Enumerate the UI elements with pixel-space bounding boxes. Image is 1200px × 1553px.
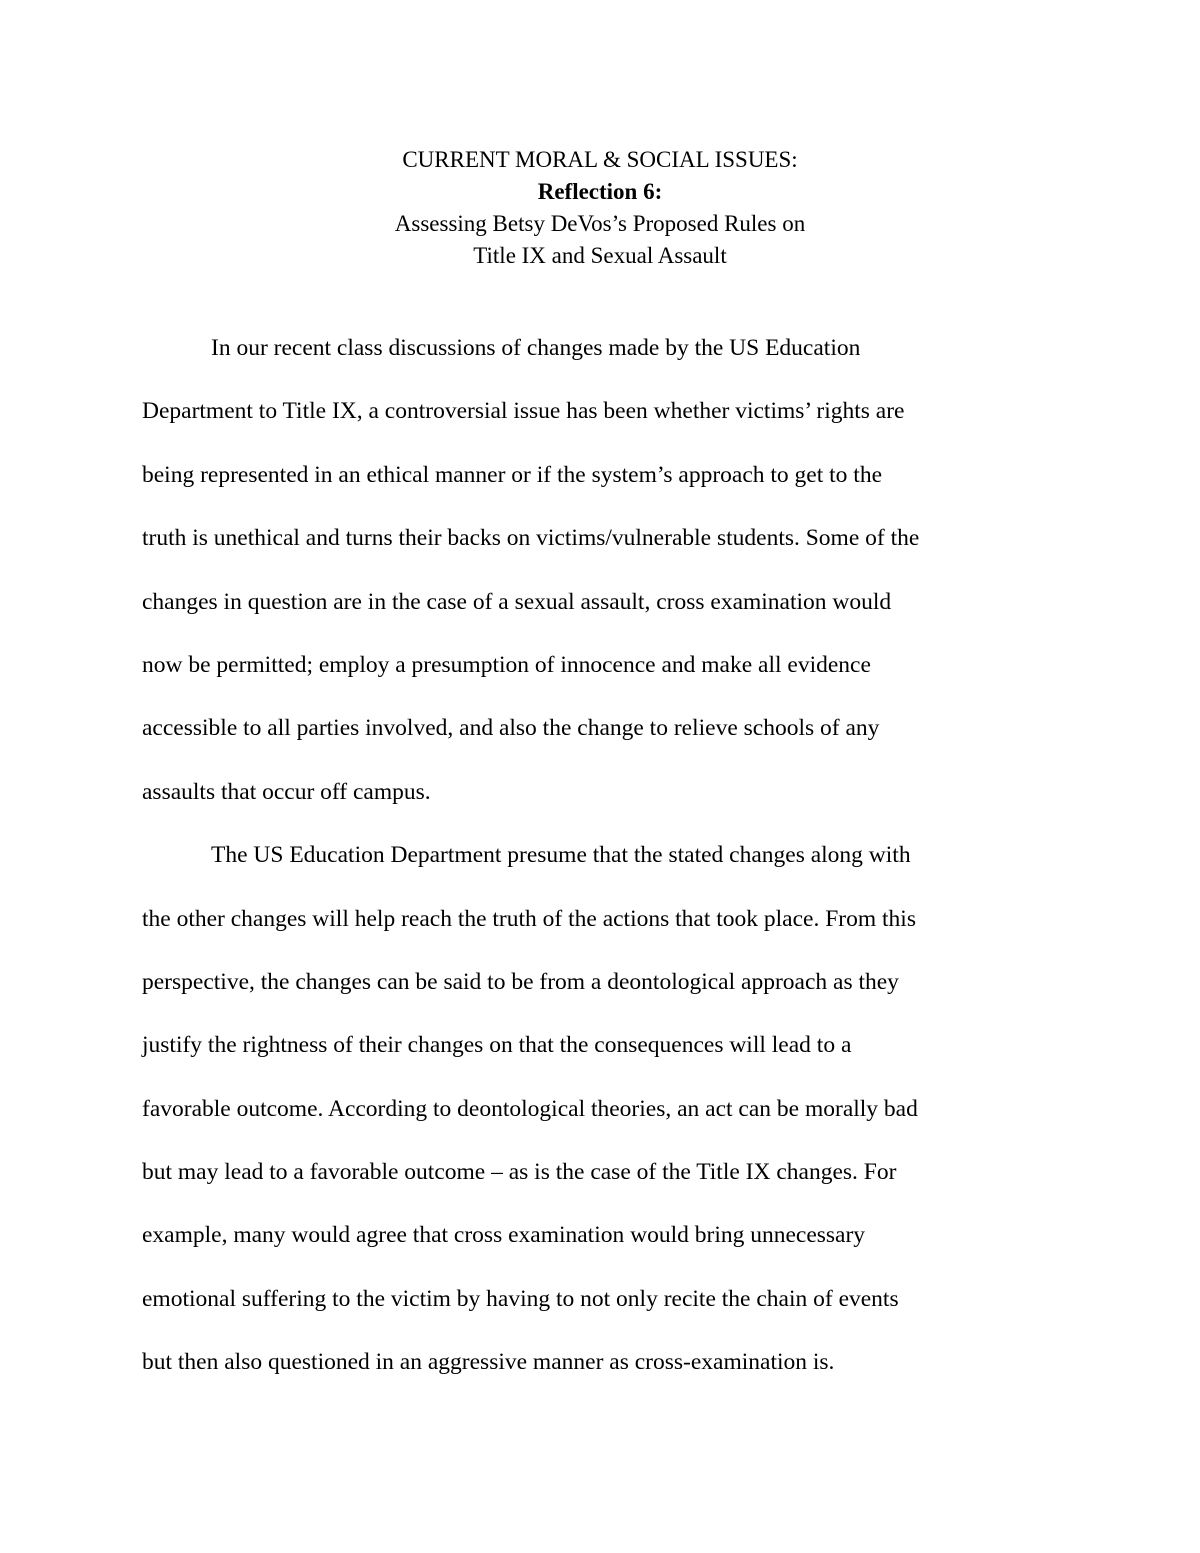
- reflection-title-line-1: Assessing Betsy DeVos’s Proposed Rules on: [394, 211, 806, 236]
- paragraph-line: the other changes will help reach the truth of the actions that took place. From this: [142, 905, 916, 932]
- paragraph-line: changes in question are in the case of a sexual assault, cross examination would: [142, 588, 892, 615]
- paragraph-line: now be permitted; employ a presumption of innocence and make all evidence: [142, 651, 871, 678]
- paragraph-line: but may lead to a favorable outcome – as is the case of the Title IX changes. For: [142, 1159, 897, 1186]
- title-block: [0, 144, 1200, 272]
- paragraph-line: assaults that occur off campus.: [142, 778, 431, 805]
- paragraph-line: being represented in an ethical manner or if the system’s approach to get to the: [142, 461, 882, 488]
- paragraph-1: [142, 331, 1062, 838]
- paragraph-line: In our recent class discussions of changes made by the US Education: [211, 335, 861, 361]
- reflection-number: Reflection 6:: [537, 179, 663, 204]
- paragraph-line: truth is unethical and turns their backs on victims/vulnerable students. Some of the: [142, 525, 920, 552]
- course-title: CURRENT MORAL & SOCIAL ISSUES:: [402, 147, 798, 172]
- paragraph-line: but then also questioned in an aggressive manner as cross-examination is.: [142, 1349, 835, 1376]
- paragraph-line: example, many would agree that cross examination would bring unnecessary: [142, 1222, 866, 1249]
- paragraph-line: justify the rightness of their changes on that the consequences will lead to a: [142, 1032, 852, 1059]
- body-text: [142, 331, 1062, 1409]
- paragraph-line: emotional suffering to the victim by having to not only recite the chain of events: [142, 1285, 899, 1312]
- paragraph-line: The US Education Department presume that the stated changes along with: [211, 842, 911, 869]
- reflection-title-line-2: Title IX and Sexual Assault: [473, 243, 727, 268]
- paragraph-2: [142, 838, 1062, 1409]
- paragraph-line: Department to Title IX, a controversial issue has been whether victims’ rights are: [142, 398, 905, 425]
- paragraph-line: favorable outcome. According to deontological theories, an act can be morally bad: [142, 1095, 918, 1122]
- paragraph-line: perspective, the changes can be said to be from a deontological approach as they: [142, 968, 899, 995]
- paragraph-line: accessible to all parties involved, and also the change to relieve schools of any: [142, 715, 880, 742]
